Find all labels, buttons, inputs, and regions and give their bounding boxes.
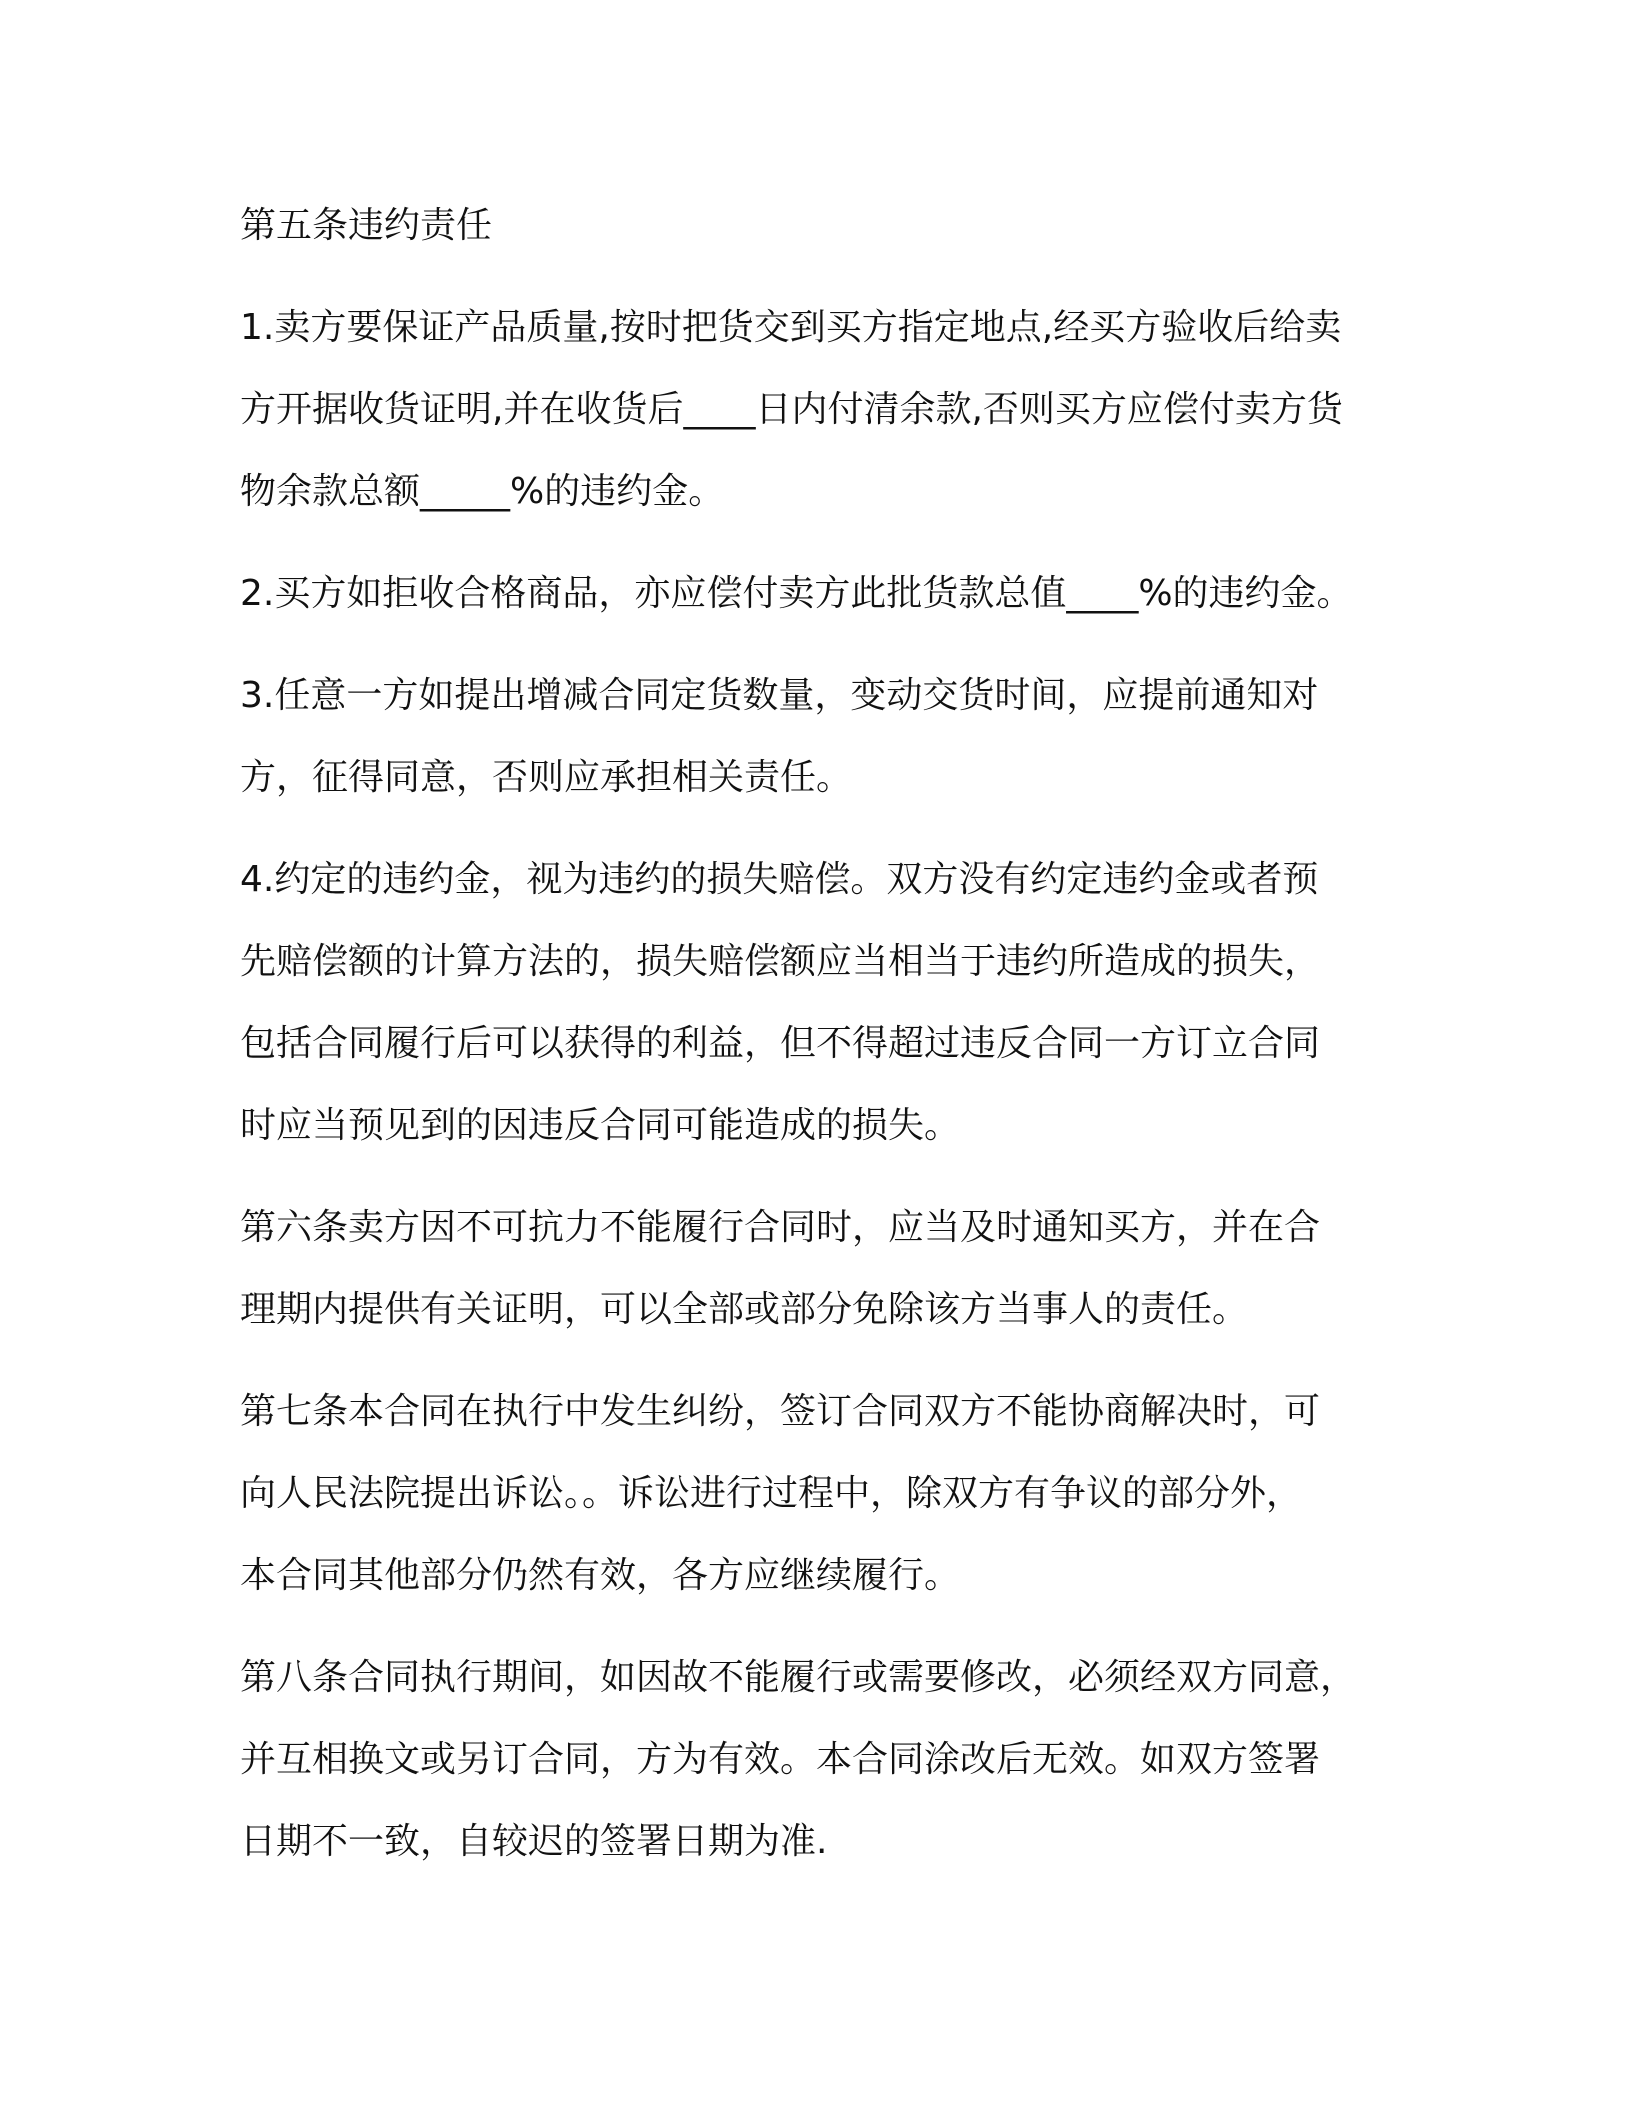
text-line: 3.任意一方如提出增减合同定货数量，变动交货时间，应提前通知对	[240, 675, 1319, 716]
clause-2-paragraph	[240, 553, 1390, 635]
text-line: 包括合同履行后可以获得的利益，但不得超过违反合同一方订立合同	[240, 1023, 1321, 1064]
clause-1-paragraph	[240, 287, 1390, 533]
text-line: 并互相换文或另订合同，方为有效。本合同涂改后无效。如双方签署	[240, 1739, 1321, 1780]
text-line: 时应当预见到的因违反合同可能造成的损失。	[240, 1105, 961, 1146]
text-line: 4.约定的违约金，视为违约的损失赔偿。双方没有约定违约金或者预	[240, 859, 1319, 900]
text-line: 方开据收货证明,并在收货后____日内付清余款,否则买方应偿付卖方货	[240, 389, 1343, 430]
text-line: 第七条本合同在执行中发生纠纷，签订合同双方不能协商解决时，可	[240, 1391, 1321, 1432]
text-line: 物余款总额_____%的违约金。	[240, 471, 725, 512]
text-line: 向人民法院提出诉讼。。诉讼进行过程中，除双方有争议的部分外，	[240, 1473, 1303, 1514]
text-line: 日期不一致，自较迟的签署日期为准.	[240, 1821, 828, 1862]
clause-3-paragraph	[240, 655, 1390, 819]
text-line: 2.买方如拒收合格商品，亦应偿付卖方此批货款总值____%的违约金。	[240, 573, 1353, 614]
text-line: 1.卖方要保证产品质量,按时把货交到买方指定地点,经买方验收后给卖	[240, 307, 1342, 348]
text-line: 第八条合同执行期间，如因故不能履行或需要修改，必须经双方同意，	[240, 1657, 1357, 1698]
text-line: 理期内提供有关证明，可以全部或部分免除该方当事人的责任。	[240, 1289, 1249, 1330]
document-body	[240, 185, 1390, 1903]
text-line: 本合同其他部分仍然有效，各方应继续履行。	[240, 1555, 961, 1596]
text-line: 先赔偿额的计算方法的，损失赔偿额应当相当于违约所造成的损失，	[240, 941, 1321, 982]
article-8-paragraph	[240, 1637, 1390, 1883]
article-6-paragraph	[240, 1187, 1390, 1351]
clause-4-paragraph	[240, 839, 1390, 1167]
section-heading: 第五条违约责任	[240, 205, 493, 246]
text-line: 方，征得同意，否则应承担相关责任。	[240, 757, 853, 798]
article-7-paragraph	[240, 1371, 1390, 1617]
text-line: 第六条卖方因不可抗力不能履行合同时，应当及时通知买方，并在合	[240, 1207, 1321, 1248]
